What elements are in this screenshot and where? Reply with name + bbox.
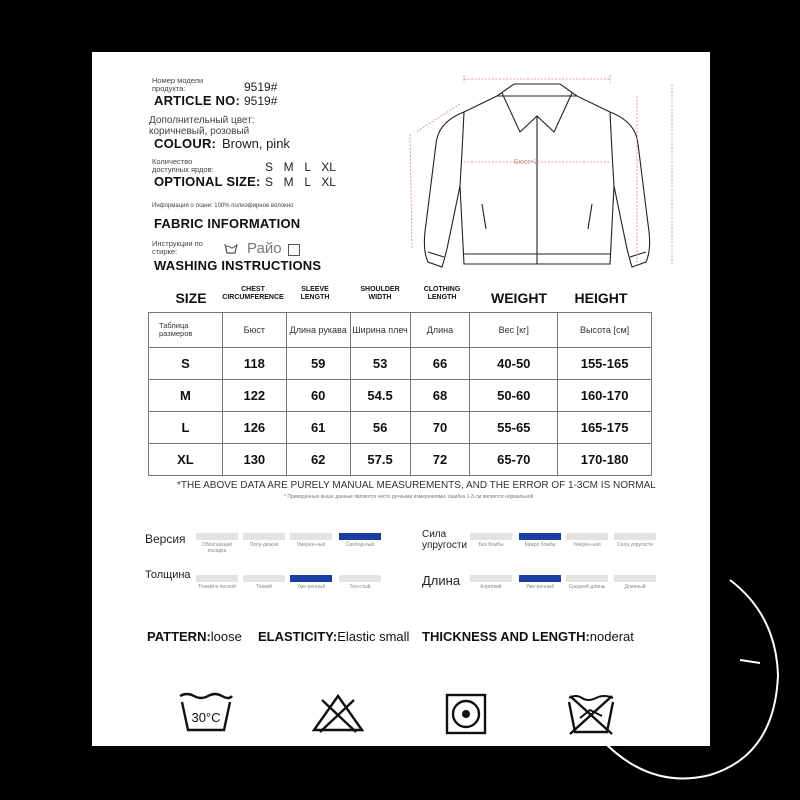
model-ru-value: 9519# — [244, 80, 278, 94]
cell: 130 — [222, 444, 286, 476]
table-row — [149, 348, 652, 380]
ru-height: Высота [см] — [558, 313, 652, 348]
length-opt-3: Средней длины — [568, 584, 606, 590]
cell: 54.5 — [350, 380, 410, 412]
cell: L — [149, 412, 223, 444]
pattern-summary — [147, 629, 242, 644]
cell: 122 — [222, 380, 286, 412]
wash-tub-icon — [224, 242, 238, 254]
thick-opt-4: Тол-стый — [349, 584, 371, 590]
size-ru-label: Количество доступных ярдов: — [152, 157, 214, 174]
model-ru-label: Номер модели продукта: — [152, 76, 204, 93]
cell: 62 — [286, 444, 350, 476]
thick-opt-1: Тонкий в лесной — [198, 584, 236, 590]
cell: 118 — [222, 348, 286, 380]
ru-chest: Бюст — [222, 313, 286, 348]
elastic-bar-3 — [566, 533, 608, 540]
cell: 72 — [410, 444, 470, 476]
cell: 55-65 — [470, 412, 558, 444]
ru-length: Длина — [410, 313, 470, 348]
version-bar-3 — [290, 533, 332, 540]
article-label: ARTICLE NO: — [154, 93, 240, 108]
wash-30-icon — [177, 690, 235, 734]
table-row — [149, 380, 652, 412]
elasticity-value: Elastic small — [337, 629, 410, 644]
thick-bar-1 — [196, 575, 238, 582]
elastic-bar-2 — [519, 533, 561, 540]
smile-outline-decoration — [590, 575, 800, 800]
elastic-opt-2: Микро бомба — [524, 542, 556, 548]
ru-weight: Вес [кг] — [470, 313, 558, 348]
iron-box-icon — [288, 244, 300, 256]
table-row — [149, 444, 652, 476]
wash-ru-label: Инструкции по стирке: — [152, 239, 203, 256]
cell: 56 — [350, 412, 410, 444]
length-bar-2 — [519, 575, 561, 582]
elastic-opt-3: Умерен-ная — [573, 542, 601, 548]
thickness-length-value: noderat — [589, 629, 634, 644]
ru-shoulder: Ширина плеч — [350, 313, 410, 348]
wash-temp-text: 30°C — [191, 710, 221, 725]
size-table — [148, 312, 652, 476]
th-sleeve: SLEEVE LENGTH — [300, 286, 330, 301]
wash-ru-value: Райо — [247, 240, 282, 257]
length-opt-4: Длинный — [624, 584, 646, 590]
colour-ru-label: Дополнительный цвет: коричневый, розовый — [149, 115, 255, 137]
measurement-note-en: *THE ABOVE DATA ARE PURELY MANUAL MEASUREMENTS, AND THE ERROR OF 1-3CM IS NORMAL — [177, 480, 656, 491]
th-shoulder: SHOULDER WIDTH — [360, 286, 400, 301]
cell: 40-50 — [470, 348, 558, 380]
version-opt-4: Свобод-ный — [345, 542, 375, 548]
fabric-ru-label: Информация о ткани: 100% полиэфирное волокно — [152, 203, 294, 209]
elastic-bar-1 — [470, 533, 512, 540]
version-label: Версия — [145, 532, 186, 546]
elastic-label: Сила упругости — [422, 529, 468, 551]
tumble-dry-icon — [444, 692, 488, 736]
version-bar-1 — [196, 533, 238, 540]
colour-value: Brown, pink — [222, 136, 290, 151]
table-ru-header-row — [149, 313, 652, 348]
th-chest: CHEST CIRCUMFERENCE — [222, 286, 284, 301]
cell: 70 — [410, 412, 470, 444]
length-label: Длина — [422, 573, 461, 588]
version-opt-2: Полу-дюжая — [249, 542, 279, 548]
th-weight: WEIGHT — [491, 290, 547, 306]
length-opt-1: Короткий — [480, 584, 502, 590]
version-bar-4 — [339, 533, 381, 540]
cell: S — [149, 348, 223, 380]
cell: 66 — [410, 348, 470, 380]
cell: 68 — [410, 380, 470, 412]
cell: 61 — [286, 412, 350, 444]
thick-opt-2: Тонкий — [256, 584, 272, 590]
fabric-label: FABRIC INFORMATION — [154, 216, 301, 231]
length-opt-2: Уме-ренный — [525, 584, 555, 590]
cell: 57.5 — [350, 444, 410, 476]
table-row — [149, 412, 652, 444]
elasticity-label: ELASTICITY: — [258, 629, 338, 644]
cell: M — [149, 380, 223, 412]
elastic-opt-4: Сила упругости — [616, 542, 653, 548]
elastic-bar-4 — [614, 533, 656, 540]
cell: 170-180 — [558, 444, 652, 476]
thick-bar-2 — [243, 575, 285, 582]
cell: 59 — [286, 348, 350, 380]
th-length: CLOTHING LENGTH — [423, 286, 461, 301]
cell: 126 — [222, 412, 286, 444]
chest-measure-label: Бюст×2 — [514, 159, 539, 166]
th-size: SIZE — [175, 290, 207, 306]
cell: 165-175 — [558, 412, 652, 444]
washing-instructions-label: WASHING INSTRUCTIONS — [154, 258, 322, 273]
version-bar-2 — [243, 533, 285, 540]
th-height: HEIGHT — [574, 290, 628, 306]
elasticity-summary — [258, 629, 409, 644]
pattern-label: PATTERN: — [147, 629, 211, 644]
size-ru-value: S M L XL — [265, 160, 336, 174]
measurement-note-ru: * Приведенные выше данные являются чисто ручными измерениями, ошибка 1-3 см является нормальной — [284, 494, 534, 500]
length-bar-1 — [470, 575, 512, 582]
article-value: 9519# — [244, 94, 278, 108]
thick-bar-4 — [339, 575, 381, 582]
cell: 53 — [350, 348, 410, 380]
no-bleach-icon — [312, 692, 364, 734]
optional-size-value: S M L XL — [265, 175, 336, 189]
version-opt-3: Умерен-ный — [296, 542, 326, 548]
thickness-label: Толщина — [145, 569, 191, 581]
thick-opt-3: Уме-ренный — [296, 584, 326, 590]
ru-size: Таблица размеров — [149, 313, 223, 348]
thickness-length-label: THICKNESS AND LENGTH: — [422, 629, 590, 644]
optional-size-label: OPTIONAL SIZE: — [154, 174, 261, 189]
cell: 65-70 — [470, 444, 558, 476]
ru-sleeve: Длина рукава — [286, 313, 350, 348]
thick-bar-3 — [290, 575, 332, 582]
cell: 60 — [286, 380, 350, 412]
cell: XL — [149, 444, 223, 476]
colour-label: COLOUR: — [154, 136, 217, 151]
cell: 155-165 — [558, 348, 652, 380]
version-opt-1: Облегающий посадка — [201, 542, 233, 554]
cell: 50-60 — [470, 380, 558, 412]
cell: 160-170 — [558, 380, 652, 412]
elastic-opt-1: Без бомбы — [478, 542, 504, 548]
jacket-diagram — [402, 74, 702, 274]
pattern-value: loose — [210, 629, 242, 644]
